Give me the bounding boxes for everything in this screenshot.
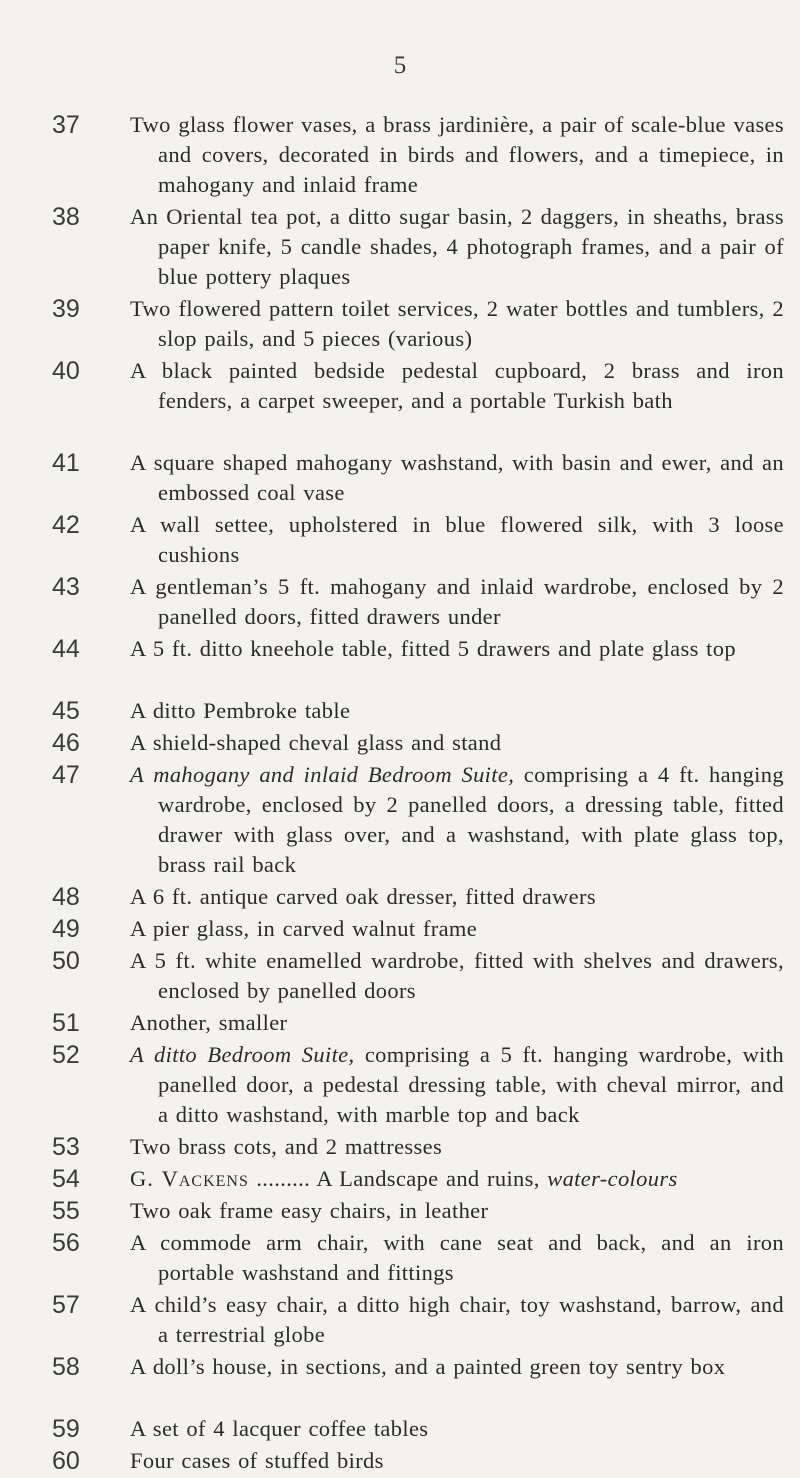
lot-number: 39	[52, 295, 80, 323]
lot-number: 53	[52, 1133, 80, 1161]
lot-number: 60	[52, 1447, 80, 1475]
lot-item	[0, 882, 800, 914]
lot-number: 37	[52, 111, 80, 139]
lot-description: An Oriental tea pot, a ditto sugar basin, 2 daggers, in sheaths, brass paper knife, 5 candle shades, 4 photograph frames, and a pair of blue pottery plaques	[130, 204, 784, 289]
lot-description: Two oak frame easy chairs, in leather	[130, 1198, 489, 1223]
lot-item	[0, 728, 800, 760]
lot-number: 58	[52, 1353, 80, 1381]
lot-number: 55	[52, 1197, 80, 1225]
lot-description: A 6 ft. antique carved oak dresser, fitted drawers	[130, 884, 596, 909]
lot-number: 50	[52, 947, 80, 975]
page-number: 5	[393, 52, 407, 79]
lot-description: A wall settee, upholstered in blue flowered silk, with 3 loose cushions	[130, 512, 784, 567]
lot-description: A set of 4 lacquer coffee tables	[130, 1416, 429, 1441]
lot-item	[0, 1040, 800, 1132]
lot-number: 41	[52, 449, 80, 477]
leader-dots: .........	[248, 1166, 317, 1191]
lot-item	[0, 634, 800, 696]
lot-description: A black painted bedside pedestal cupboard, 2 brass and iron fenders, a carpet sweeper, and a portable Turkish bath	[130, 358, 784, 413]
lot-number: 56	[52, 1229, 80, 1257]
lot-number: 38	[52, 203, 80, 231]
lot-number: 46	[52, 729, 80, 757]
lot-description: Another, smaller	[130, 1010, 288, 1035]
lot-description	[130, 760, 784, 880]
lot-description: A 5 ft. white enamelled wardrobe, fitted with shelves and drawers, enclosed by panelled doors	[130, 948, 784, 1003]
lot-item	[0, 356, 800, 448]
lot-description: A child’s easy chair, a ditto high chair, toy washstand, barrow, and a terrestrial globe	[130, 1292, 784, 1347]
lot-number: 59	[52, 1415, 80, 1443]
lot-number: 51	[52, 1009, 80, 1037]
lot-description	[130, 1040, 784, 1130]
lot-description: A gentleman’s 5 ft. mahogany and inlaid wardrobe, enclosed by 2 panelled doors, fitted drawers under	[130, 574, 784, 629]
lot-description: A commode arm chair, with cane seat and back, and an iron portable washstand and fittings	[130, 1230, 784, 1285]
lot-list	[0, 110, 800, 1478]
lot-item	[0, 1414, 800, 1446]
lot-number: 45	[52, 697, 80, 725]
suite-title: A mahogany and inlaid Bedroom Suite,	[130, 762, 515, 787]
lot-number: 42	[52, 511, 80, 539]
lot-number: 48	[52, 883, 80, 911]
lot-item	[0, 1446, 800, 1478]
lot-item	[0, 294, 800, 356]
lot-description: A pier glass, in carved walnut frame	[130, 916, 478, 941]
lot-item	[0, 1164, 800, 1196]
lot-item	[0, 1132, 800, 1164]
lot-description: A ditto Pembroke table	[130, 698, 351, 723]
lot-description: A doll’s house, in sections, and a painted green toy sentry box	[130, 1354, 726, 1379]
lot-description: A 5 ft. ditto kneehole table, fitted 5 drawers and plate glass top	[130, 636, 736, 661]
lot-number: 44	[52, 635, 80, 663]
lot-item	[0, 914, 800, 946]
lot-item	[0, 110, 800, 202]
lot-item	[0, 1228, 800, 1290]
lot-number: 47	[52, 761, 80, 789]
suite-details: comprising a 4 ft. hanging wardrobe, enclosed by 2 panelled doors, a dressing table, fitted drawer with glass over, and a washstand, with plate glass top, brass rail back	[158, 762, 784, 877]
suite-details: comprising a 5 ft. hanging wardrobe, with panelled door, a pedestal dressing table, with cheval mirror, and a ditto washstand, with marble top and back	[158, 1042, 784, 1127]
lot-number: 54	[52, 1165, 80, 1193]
lot-number: 43	[52, 573, 80, 601]
lot-item	[0, 448, 800, 510]
lot-item	[0, 1352, 800, 1414]
lot-item	[0, 1196, 800, 1228]
lot-item	[0, 696, 800, 728]
lot-description: Two flowered pattern toilet services, 2 water bottles and tumblers, 2 slop pails, and 5 pieces (various)	[130, 296, 784, 351]
artwork-medium: water-colours	[547, 1166, 678, 1191]
lot-item	[0, 572, 800, 634]
lot-number: 52	[52, 1041, 80, 1069]
lot-item	[0, 760, 800, 882]
lot-description: A square shaped mahogany washstand, with basin and ewer, and an embossed coal vase	[130, 450, 784, 505]
lot-item	[0, 946, 800, 1008]
artwork-title: A Landscape and ruins,	[316, 1166, 548, 1191]
lot-item	[0, 202, 800, 294]
suite-title: A ditto Bedroom Suite,	[130, 1042, 355, 1067]
lot-item	[0, 1290, 800, 1352]
lot-description	[130, 1164, 784, 1194]
lot-number: 57	[52, 1291, 80, 1319]
lot-item	[0, 1008, 800, 1040]
lot-description: Two glass flower vases, a brass jardinière, a pair of scale-blue vases and covers, decorated in birds and flowers, and a timepiece, in mahogany and inlaid frame	[130, 112, 784, 197]
artist-name: G. Vackens	[130, 1166, 249, 1191]
lot-number: 40	[52, 357, 80, 385]
lot-description: Two brass cots, and 2 mattresses	[130, 1134, 443, 1159]
lot-item	[0, 510, 800, 572]
lot-description: A shield-shaped cheval glass and stand	[130, 730, 502, 755]
lot-description: Four cases of stuffed birds	[130, 1448, 384, 1473]
lot-number: 49	[52, 915, 80, 943]
